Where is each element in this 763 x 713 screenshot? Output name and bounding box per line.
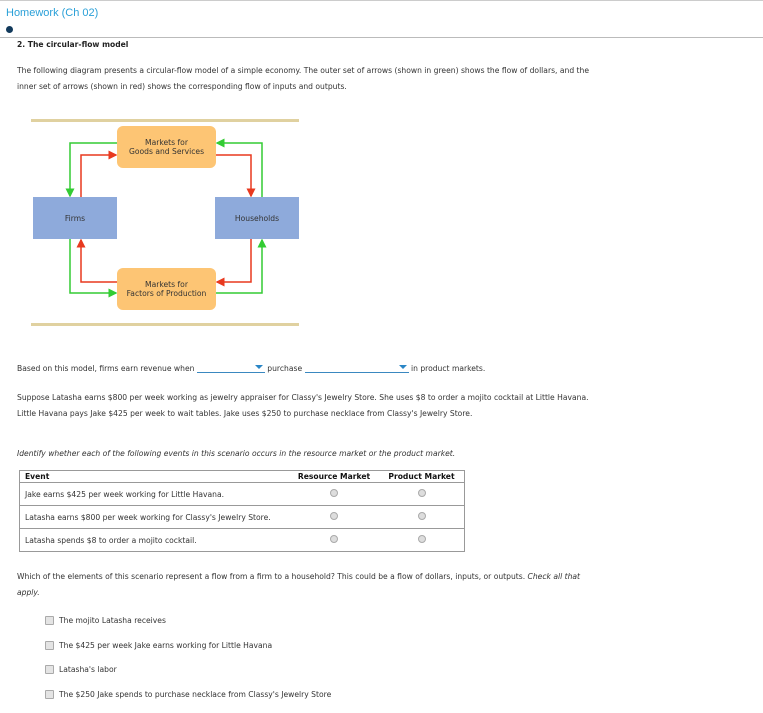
goods-label-2: Goods and Services	[128, 147, 205, 156]
product-radio[interactable]	[418, 489, 426, 497]
fill-in-middle: purchase	[267, 364, 303, 373]
product-radio[interactable]	[418, 512, 426, 520]
option-checkbox[interactable]	[45, 616, 54, 625]
product-radio[interactable]	[418, 535, 426, 543]
dollar-flow-arrow	[70, 143, 117, 196]
resource-radio[interactable]	[330, 535, 338, 543]
table-row	[20, 506, 465, 529]
dropdown-item[interactable]	[305, 361, 409, 373]
fill-in-suffix: in product markets.	[410, 364, 486, 373]
dollar-flow-arrow	[216, 240, 262, 293]
option-label: Latasha's labor	[59, 665, 117, 674]
event-text: Latasha spends $8 to order a mojito cocktail.	[20, 529, 290, 552]
dropdown-buyer[interactable]	[197, 361, 265, 373]
option-label: The $425 per week Jake earns working for Little Havana	[59, 641, 273, 650]
households-box: Households	[215, 197, 299, 239]
firms-box: Firms	[33, 197, 117, 239]
resource-radio[interactable]	[330, 512, 338, 520]
market-table	[19, 470, 465, 552]
dollar-flow-arrow	[70, 239, 116, 293]
header-resource: Resource Market	[289, 471, 379, 483]
option-label: The mojito Latasha receives	[59, 616, 166, 625]
scenario-line-2: Little Havana pays Jake $425 per week to wait tables. Jake uses $250 to purchase necklace from Classy's Jewelry Store.	[17, 409, 473, 418]
event-text: Jake earns $425 per week working for Little Havana.	[20, 483, 290, 506]
factors-market-box	[117, 268, 216, 310]
header-product: Product Market	[379, 471, 465, 483]
factors-label-2: Factors of Production	[126, 289, 207, 298]
identify-instruction: Identify whether each of the following events in this scenario occurs in the resource market or the product market.	[17, 449, 456, 458]
intro-line-2: inner set of arrows (shown in red) shows the corresponding flow of inputs and outputs.	[17, 82, 347, 91]
event-text: Latasha earns $800 per week working for Classy's Jewelry Store.	[20, 506, 290, 529]
header-event: Event	[20, 471, 290, 483]
page-title: Homework (Ch 02)	[6, 7, 99, 19]
input-flow-arrow	[81, 240, 117, 282]
resource-radio[interactable]	[330, 489, 338, 497]
which-question-line-2: apply.	[17, 588, 40, 597]
table-row	[20, 529, 465, 552]
scenario-line-1: Suppose Latasha earns $800 per week working as jewelry appraiser for Classy's Jewelry Store. She uses $8 to order a mojito cocktail at Little Havana.	[17, 393, 589, 402]
which-question-text: Which of the elements of this scenario represent a flow from a firm to a household? This could be a flow of dollars, inputs, or outputs.	[17, 572, 526, 581]
option-checkbox[interactable]	[45, 665, 54, 674]
option-checkbox[interactable]	[45, 641, 54, 650]
option-checkbox[interactable]	[45, 690, 54, 699]
dollar-flow-arrow	[217, 143, 262, 197]
which-question-line-1	[17, 569, 657, 585]
fill-in-sentence	[17, 361, 485, 373]
fill-in-prefix: Based on this model, firms earn revenue when	[17, 364, 195, 373]
goods-flow-arrow	[216, 155, 251, 196]
check-all-text: Check all that	[527, 572, 581, 581]
input-flow-arrow	[217, 239, 251, 282]
question-title: 2. The circular-flow model	[17, 40, 129, 49]
option-label: The $250 Jake spends to purchase necklace from Classy's Jewelry Store	[59, 690, 332, 699]
goods-flow-arrow	[81, 155, 116, 197]
intro-line-1: The following diagram presents a circular-flow model of a simple economy. The outer set of arrows (shown in green) shows the flow of dollars, and the	[17, 66, 590, 75]
goods-label-1: Markets for	[145, 138, 188, 147]
table-row	[20, 483, 465, 506]
factors-label-1: Markets for	[145, 280, 188, 289]
goods-market-box	[117, 126, 216, 168]
